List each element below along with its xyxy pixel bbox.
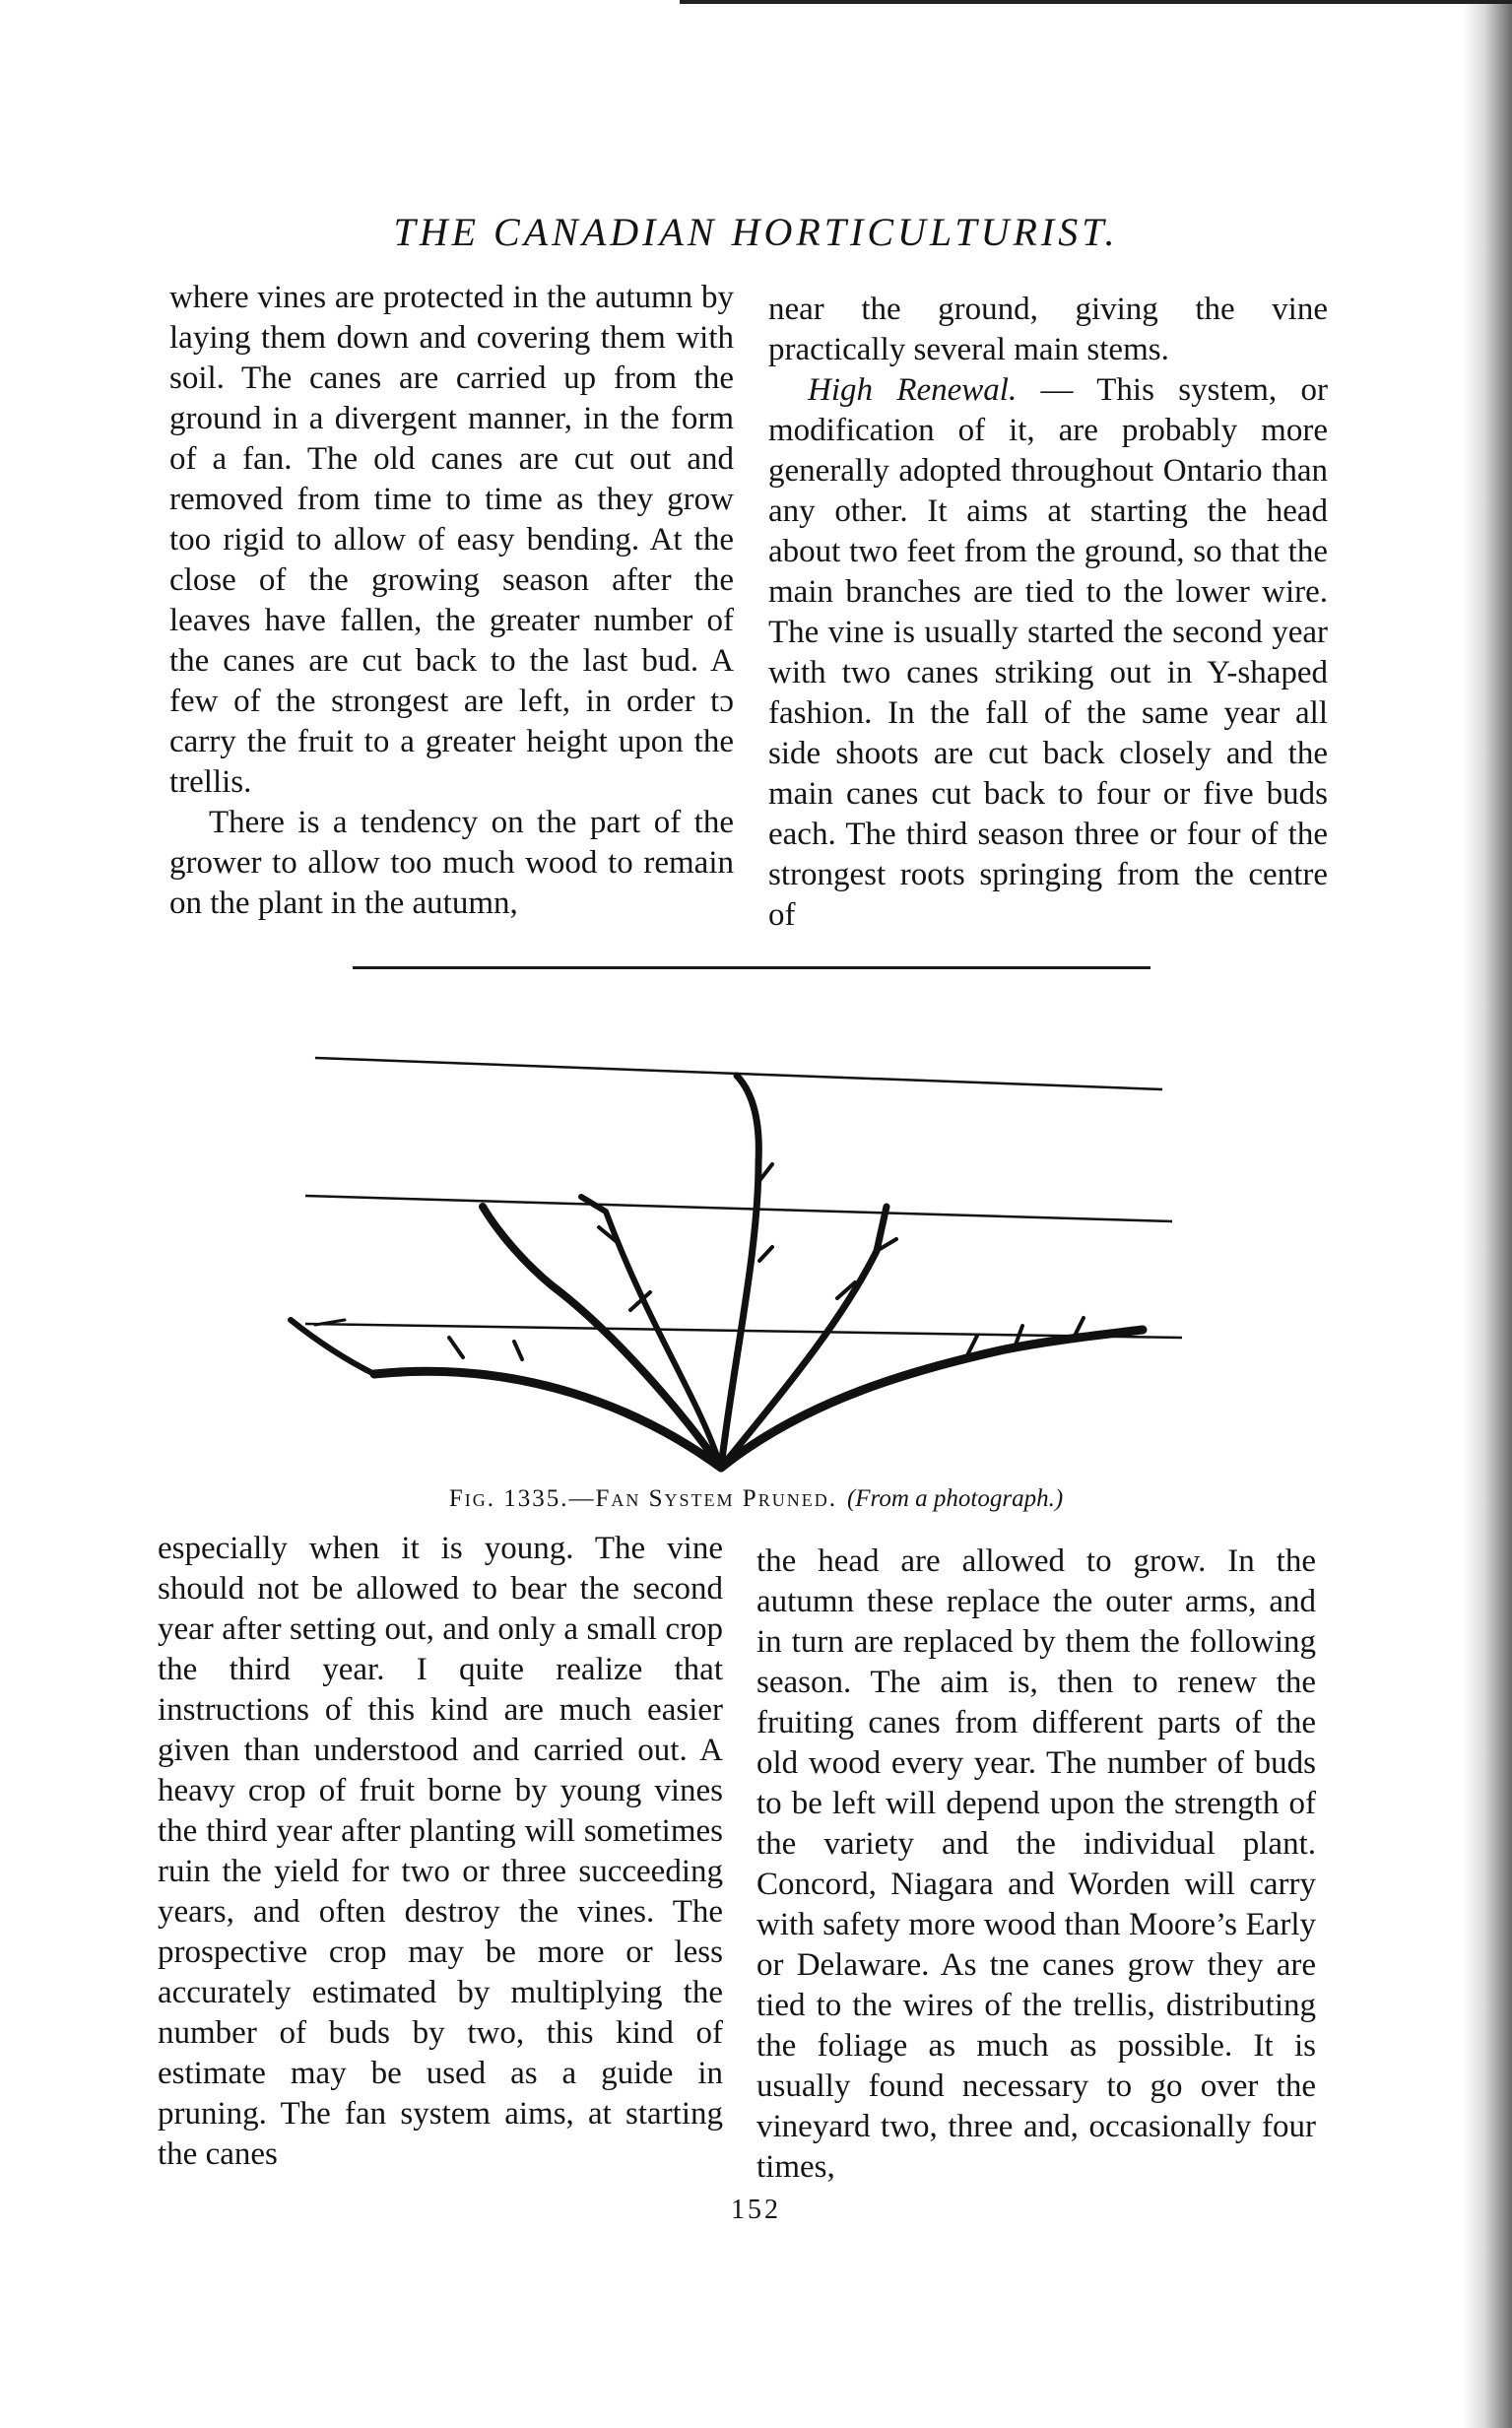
horizontal-rule — [353, 966, 1150, 969]
top-right-column — [768, 290, 1328, 936]
trellis-wire-middle — [305, 1196, 1172, 1221]
paragraph: There is a tendency on the part of the grower to allow too much wood to remain on the plant in the autumn, — [169, 805, 734, 921]
paragraph — [768, 370, 1328, 936]
caption-main: Fig. 1335.—Fan System Pruned. — [448, 1485, 837, 1512]
vine-cane — [374, 1371, 721, 1468]
section-subhead: High Renewal. — [808, 372, 1018, 408]
caption-note: (From a photograph.) — [846, 1485, 1064, 1512]
vine-spur — [759, 1247, 772, 1261]
paragraph: near the ground, giving the vine practically several main stems. — [768, 292, 1328, 367]
top-left-column — [169, 278, 734, 924]
fan-system-pruned-figure — [286, 1034, 1221, 1487]
paragraph: especially when it is young. The vine should not be allowed to bear the second year after setting out, and only a small crop the third year. I quite realize that instructions of this kind are much easier given than understood and carried out. A heavy crop of fruit borne by young vines the third year after planting will sometimes ruin the yield for two or three succeeding years, and often destroy the vines. The prospective crop may be more or less accurately estimated by multiplying the number of buds by two, this kind of estimate may be used as a guide in pruning. The fan system aims, at starting the canes — [158, 1531, 723, 2172]
paragraph-text: — This system, or modification of it, are probably more generally adopted throughout Ontario than any other. It aims at starting the head about two feet from the ground, so that the main branches are tied to the lower wire. The vine is usually started the second year with two canes striking out in Y-shaped fashion. In the fall of the same year all side shoots are cut back closely and the main canes cut back to four or five buds each. The third season three or four of the strongest roots springing from the centre of — [768, 372, 1328, 933]
figure-caption — [0, 1485, 1512, 1513]
bottom-right-column — [756, 1542, 1316, 2188]
vine-spur — [514, 1342, 522, 1359]
vine-cane — [483, 1207, 721, 1468]
running-head: THE CANADIAN HORTICULTURIST. — [393, 210, 1119, 254]
vine-cane — [721, 1207, 887, 1468]
vine-spur — [449, 1338, 463, 1357]
bottom-left-column — [158, 1529, 723, 2175]
page-number: 152 — [731, 2195, 781, 2225]
top-border-line — [680, 0, 1512, 4]
vine-canes — [291, 1076, 1143, 1468]
paragraph: where vines are protected in the autumn by laying them down and covering them with soil. The canes are carried up from the ground in a divergent manner, in the form of a fan. The old canes are cut out and removed from time to time as they grow too rigid to allow of easy bending. At the close of the growing season after the leaves have fallen, the greater number of the canes are cut back to the last bud. A few of the strongest are left, in order tɔ carry the fruit to a greater height upon the trellis. — [169, 280, 734, 800]
vine-cane — [721, 1076, 758, 1468]
paragraph: the head are allowed to grow. In the autumn these replace the outer arms, and in turn are replaced by them the following season. The aim is, then to renew the fruiting canes from different parts of the old wood every year. The number of buds to be left will depend upon the strength of the variety and the individual plant. Concord, Niagara and Worden will carry with safety more wood than Moore’s Early or Delaware. As tne canes grow they are tied to the wires of the trellis, distributing the foliage as much as possible. It is usually found necessary to go over the vineyard two, three and, occasionally four times, — [756, 1543, 1316, 2185]
vine-cane — [291, 1320, 374, 1374]
vine-cane — [721, 1330, 1143, 1468]
page-edge-shadow — [1463, 0, 1512, 2428]
